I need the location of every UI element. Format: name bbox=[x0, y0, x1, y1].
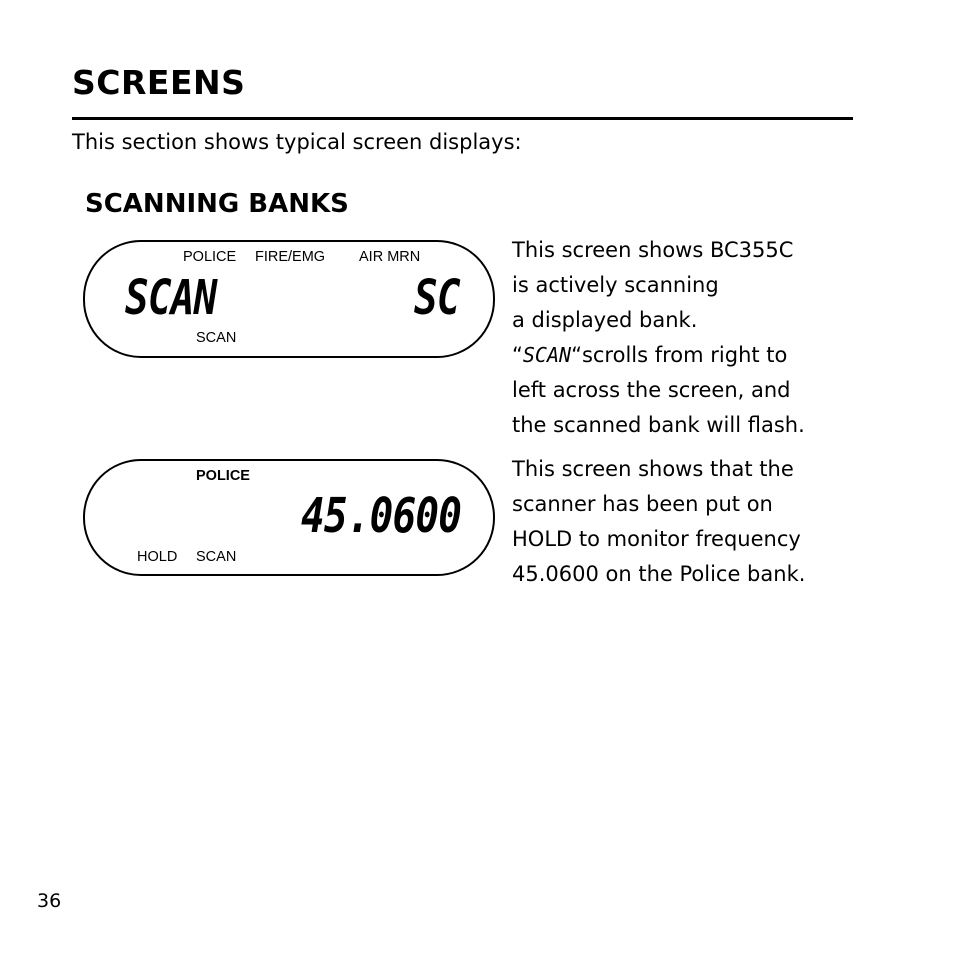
indicator-fire-emg: FIRE/EMG bbox=[255, 249, 326, 265]
title-divider bbox=[72, 117, 853, 120]
description-hold bbox=[512, 452, 852, 592]
description-line: HOLD to monitor frequency bbox=[512, 527, 801, 551]
section-heading: SCANNING BANKS bbox=[85, 189, 349, 219]
description-line: is actively scanning bbox=[512, 273, 719, 297]
description-line-rest: “scrolls from right to bbox=[571, 343, 788, 367]
description-line: 45.0600 on the Police bank. bbox=[512, 562, 806, 586]
indicator-air-mrn: AIR MRN bbox=[359, 249, 421, 265]
quote-mark: “ bbox=[512, 343, 523, 367]
lcd-display-hold bbox=[83, 459, 495, 576]
description-line bbox=[512, 338, 852, 373]
indicator-scan: SCAN bbox=[196, 549, 237, 565]
description-line: left across the screen, and bbox=[512, 378, 791, 402]
indicator-police: POLICE bbox=[196, 468, 250, 484]
description-line: scanner has been put on bbox=[512, 492, 773, 516]
inline-scan-glyph: SCAN bbox=[522, 343, 572, 367]
page-number: 36 bbox=[37, 890, 62, 912]
indicator-police: POLICE bbox=[183, 249, 237, 265]
description-line: This screen shows that the bbox=[512, 457, 794, 481]
description-line: the scanned bank will flash. bbox=[512, 413, 805, 437]
lcd-right-text: SC bbox=[414, 270, 460, 326]
indicator-scan: SCAN bbox=[196, 330, 237, 346]
description-line: This screen shows BC355C bbox=[512, 238, 794, 262]
intro-text: This section shows typical screen displays: bbox=[72, 130, 522, 154]
lcd-display-scanning bbox=[83, 240, 495, 358]
description-line: a displayed bank. bbox=[512, 308, 698, 332]
lcd-main-text: SCAN bbox=[125, 270, 217, 326]
description-scanning bbox=[512, 233, 852, 443]
lcd-frequency: 45.0600 bbox=[301, 488, 462, 544]
page-title: SCREENS bbox=[72, 63, 246, 102]
indicator-hold: HOLD bbox=[137, 549, 178, 565]
